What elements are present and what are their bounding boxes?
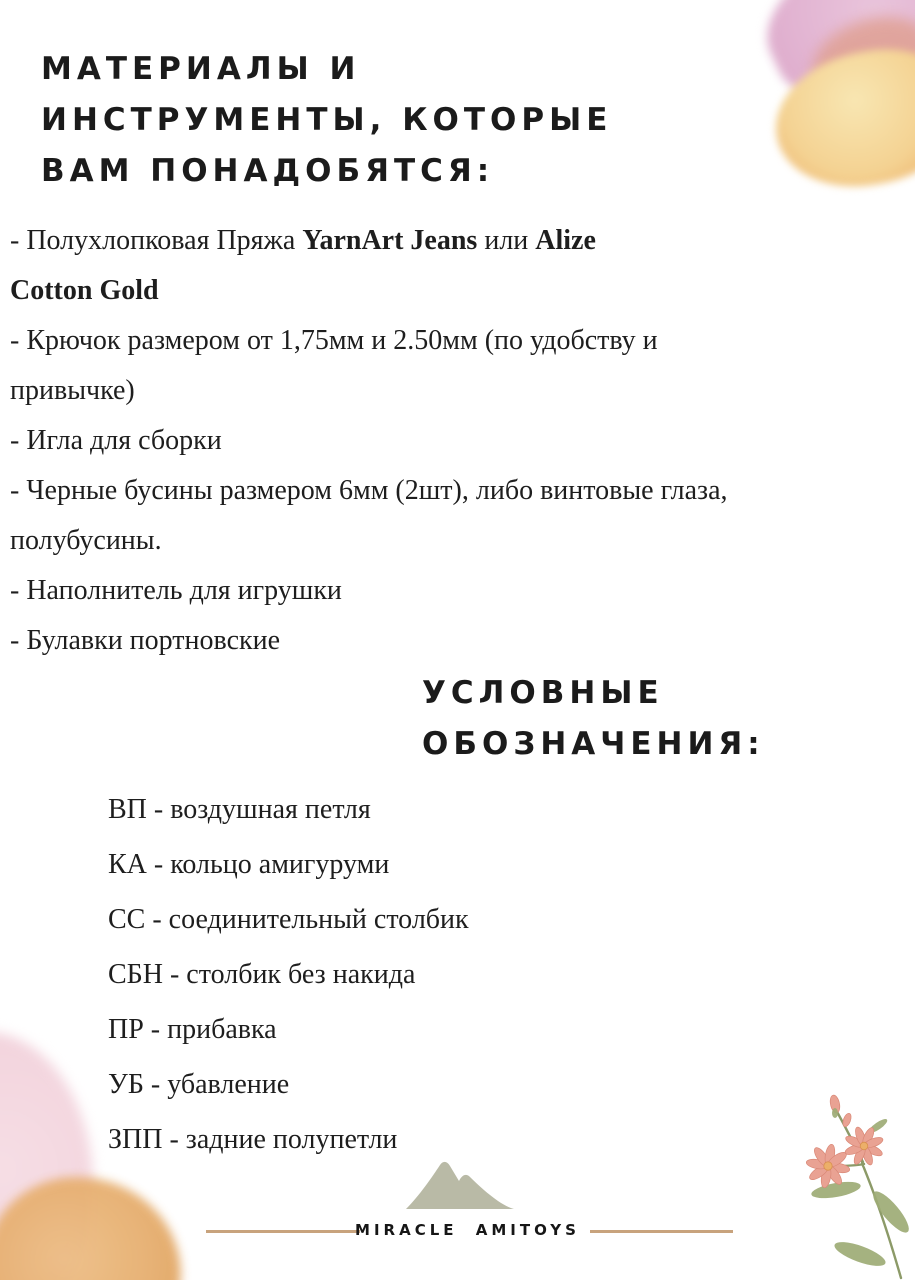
footer-divider-left xyxy=(206,1230,360,1233)
flower-blossom xyxy=(844,1126,884,1166)
legend-heading-line: ОБОЗНАЧЕНИЯ: xyxy=(422,726,765,762)
materials-line xyxy=(10,616,728,666)
materials-text: - Полухлопковая Пряжа xyxy=(10,225,303,256)
watercolor-top-right-salmon xyxy=(802,3,915,113)
materials-line xyxy=(10,366,728,416)
mountain-icon xyxy=(404,1157,516,1209)
footer-divider-right xyxy=(590,1230,733,1233)
abbreviation-item: УБ - убавление xyxy=(108,1069,290,1100)
materials-line xyxy=(10,466,728,516)
materials-heading-line: МАТЕРИАЛЫ И xyxy=(41,51,361,87)
watercolor-top-right-peach xyxy=(765,37,915,200)
abbreviation-item: КА - кольцо амигуруми xyxy=(108,849,390,880)
materials-bold-text: Alize xyxy=(535,225,596,256)
materials-line xyxy=(10,216,728,266)
materials-list xyxy=(10,216,728,666)
materials-text: привычке) xyxy=(10,375,135,406)
watercolor-top-right-pink xyxy=(747,0,915,121)
materials-text: - Игла для сборки xyxy=(10,425,222,456)
watercolor-bottom-left-pink xyxy=(0,1032,93,1280)
abbreviation-item: ПР - прибавка xyxy=(108,1014,277,1045)
materials-heading-line: ИНСТРУМЕНТЫ, КОТОРЫЕ xyxy=(41,102,613,138)
abbreviations-list xyxy=(108,782,469,1167)
materials-text: - Черные бусины размером 6мм (2шт), либо винтовые глаза, xyxy=(10,475,728,506)
materials-text: - Булавки портновские xyxy=(10,625,281,656)
materials-line xyxy=(10,566,728,616)
abbreviation-item: СБН - столбик без накида xyxy=(108,959,416,990)
materials-heading xyxy=(41,44,612,197)
abbreviation-item: ВП - воздушная петля xyxy=(108,794,371,825)
flower-blossom xyxy=(806,1144,851,1189)
materials-text: - Наполнитель для игрушки xyxy=(10,575,342,606)
abbreviation-item: СС - соединительный столбик xyxy=(108,904,469,935)
materials-text: или xyxy=(477,225,536,256)
materials-line xyxy=(10,516,728,566)
watercolor-bottom-left-orange xyxy=(0,1165,193,1280)
materials-line xyxy=(10,266,728,316)
materials-line xyxy=(10,316,728,366)
brand-name: MIRACLE AMITOYS xyxy=(355,1221,580,1239)
materials-text: полубусины. xyxy=(10,525,162,556)
materials-bold-text: Cotton Gold xyxy=(10,275,159,306)
legend-heading xyxy=(422,668,765,770)
materials-bold-text: YarnArt Jeans xyxy=(302,225,478,256)
abbreviation-item: ЗПП - задние полупетли xyxy=(108,1124,398,1155)
flower-illustration xyxy=(788,1070,915,1280)
materials-heading-line: ВАМ ПОНАДОБЯТСЯ: xyxy=(41,153,495,189)
materials-text: - Крючок размером от 1,75мм и 2.50мм (по удобству и xyxy=(10,325,658,356)
legend-heading-line: УСЛОВНЫЕ xyxy=(422,675,664,711)
materials-line xyxy=(10,416,728,466)
